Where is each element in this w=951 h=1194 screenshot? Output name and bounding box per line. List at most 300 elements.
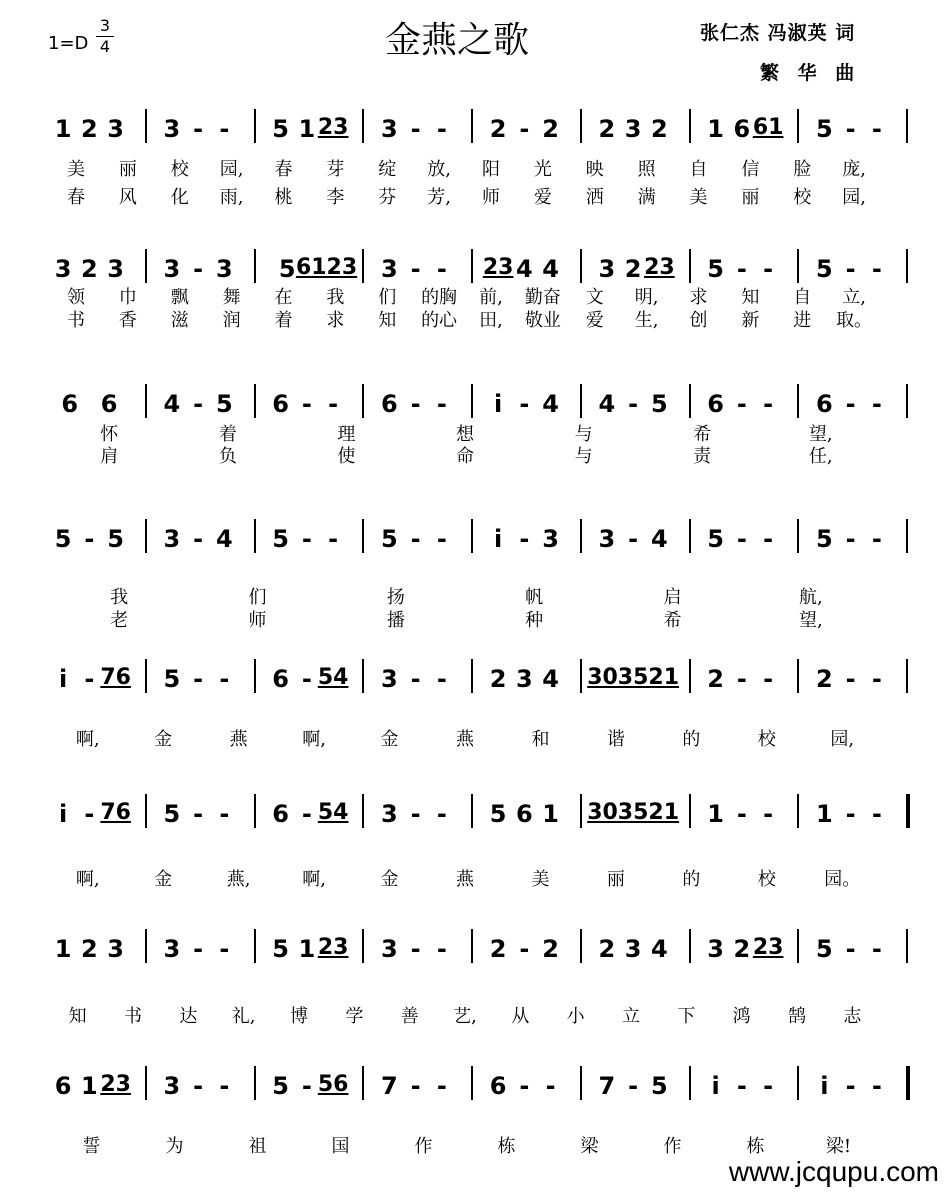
watermark: www.jcqupu.com bbox=[728, 1156, 939, 1187]
lyric-word: 燕, bbox=[226, 869, 251, 890]
note: - bbox=[219, 115, 230, 143]
slurs bbox=[0, 645, 951, 715]
note: 1 bbox=[54, 935, 72, 963]
lyric-word: 望, bbox=[798, 610, 823, 631]
note: i bbox=[59, 800, 68, 828]
lyric-word: 前, bbox=[479, 287, 503, 308]
lyric-word: 书 bbox=[124, 1006, 142, 1027]
note: - bbox=[763, 525, 774, 553]
lyric-word: 取。 bbox=[836, 310, 873, 331]
note: 5 bbox=[489, 800, 507, 828]
note: 5 bbox=[707, 525, 724, 553]
lyric-word: 达 bbox=[179, 1006, 198, 1027]
lyric-word: 绽 bbox=[378, 159, 397, 180]
note: 1 bbox=[81, 1072, 98, 1100]
lyric-word: 丽 bbox=[741, 187, 760, 208]
lyrics-line bbox=[0, 1132, 951, 1158]
note: - bbox=[845, 255, 856, 283]
note: - bbox=[193, 115, 204, 143]
note: - bbox=[763, 1072, 774, 1100]
note: i bbox=[494, 390, 503, 418]
note: - bbox=[410, 390, 421, 418]
note: 3 bbox=[163, 115, 181, 143]
note: 2 bbox=[489, 115, 507, 143]
time-signature bbox=[96, 18, 114, 55]
note: 2 bbox=[624, 255, 642, 283]
lyric-word: 从 bbox=[511, 1006, 530, 1027]
note: 6 bbox=[733, 115, 751, 143]
lyric-word: 田, bbox=[479, 310, 503, 331]
note: - bbox=[193, 665, 204, 693]
note: - bbox=[763, 390, 774, 418]
composer: 繁 华 曲 bbox=[760, 62, 861, 84]
note: 1 bbox=[298, 115, 316, 143]
note: 7 bbox=[598, 1072, 616, 1100]
lyric-word: 负 bbox=[218, 446, 237, 467]
note: 2 bbox=[707, 665, 724, 693]
lyric-word: 的 bbox=[682, 869, 701, 890]
lyric-word: 园。 bbox=[824, 869, 861, 890]
note: 5 bbox=[216, 390, 233, 418]
lyric-word: 志 bbox=[843, 1006, 862, 1027]
note: - bbox=[436, 1072, 447, 1100]
note: 6 bbox=[816, 390, 833, 418]
note: - bbox=[845, 115, 856, 143]
note: 3 bbox=[624, 935, 642, 963]
note: i bbox=[711, 1072, 720, 1100]
lyric-word: 啊, bbox=[75, 729, 100, 750]
note: - bbox=[871, 665, 882, 693]
lyrics-line bbox=[0, 183, 951, 209]
note: 1 bbox=[542, 800, 559, 828]
note: - bbox=[736, 525, 747, 553]
note: - bbox=[219, 800, 230, 828]
lyrics-line bbox=[0, 306, 951, 332]
note: - bbox=[545, 1072, 556, 1100]
note: - bbox=[301, 525, 312, 553]
note: - bbox=[871, 255, 882, 283]
note: 4 bbox=[542, 665, 559, 693]
note: 6 bbox=[54, 1072, 72, 1100]
note: 3 bbox=[381, 800, 398, 828]
lyric-word: 知 bbox=[741, 287, 760, 308]
note: 6 bbox=[61, 390, 79, 418]
slurs bbox=[0, 780, 951, 850]
note: - bbox=[763, 665, 774, 693]
lyric-word: 进 bbox=[793, 310, 812, 331]
note: 5 bbox=[107, 525, 124, 553]
note: - bbox=[871, 800, 882, 828]
lyric-word: 着 bbox=[218, 424, 237, 445]
lyric-word: 鸿 bbox=[732, 1006, 751, 1027]
lyric-word: 啊, bbox=[75, 869, 100, 890]
note: - bbox=[436, 255, 447, 283]
note: - bbox=[845, 1072, 856, 1100]
lyric-word: 园, bbox=[830, 729, 855, 750]
note: 3 bbox=[163, 255, 181, 283]
note: 2 bbox=[542, 115, 559, 143]
lyric-word: 爱 bbox=[533, 187, 552, 208]
note: 3 bbox=[624, 115, 642, 143]
lyric-word: 们 bbox=[248, 587, 267, 608]
note: - bbox=[328, 390, 339, 418]
lyric-word: 国 bbox=[331, 1136, 350, 1157]
note: - bbox=[410, 665, 421, 693]
note: 3 bbox=[381, 665, 398, 693]
lyric-word: 学 bbox=[345, 1006, 364, 1027]
key-signature: 1=D bbox=[48, 33, 89, 54]
lyric-word: 美 bbox=[531, 869, 550, 890]
note: - bbox=[628, 525, 639, 553]
lyric-word: 的胸 bbox=[421, 287, 458, 308]
note: - bbox=[871, 1072, 882, 1100]
lyric-word: 舞 bbox=[222, 287, 241, 308]
note: 1 bbox=[816, 800, 833, 828]
lyrics-line bbox=[0, 155, 951, 181]
note: 3 bbox=[381, 935, 398, 963]
note: 2 bbox=[81, 115, 98, 143]
note: - bbox=[410, 935, 421, 963]
note: - bbox=[519, 935, 530, 963]
lyric-word: 鹄 bbox=[788, 1006, 806, 1027]
note: 5 bbox=[816, 935, 833, 963]
note: 6 bbox=[381, 390, 398, 418]
note: 1 bbox=[54, 115, 72, 143]
time-sig-bottom: 4 bbox=[99, 37, 111, 56]
lyric-word: 扬 bbox=[386, 587, 405, 608]
note: 23 bbox=[752, 935, 784, 960]
note: - bbox=[519, 1072, 530, 1100]
note: - bbox=[410, 1072, 421, 1100]
lyric-word: 自 bbox=[689, 159, 708, 180]
lyric-word: 爱 bbox=[585, 310, 604, 331]
note: 4 bbox=[516, 255, 533, 283]
lyric-word: 校 bbox=[793, 187, 812, 208]
note: 3 bbox=[163, 935, 181, 963]
note: 4 bbox=[598, 390, 616, 418]
note: 23 bbox=[100, 1072, 131, 1097]
lyric-word: 飘 bbox=[170, 287, 189, 308]
lyric-word: 金 bbox=[154, 869, 173, 890]
note: - bbox=[219, 665, 230, 693]
note: 1 bbox=[707, 115, 724, 143]
note: i bbox=[59, 665, 68, 693]
slurs bbox=[0, 915, 951, 985]
note: - bbox=[436, 935, 447, 963]
lyric-word: 美 bbox=[689, 187, 708, 208]
note: 23 bbox=[482, 255, 514, 280]
slurs bbox=[0, 505, 951, 575]
note: - bbox=[219, 1072, 230, 1100]
lyric-word: 梁 bbox=[580, 1136, 599, 1157]
note: - bbox=[628, 390, 639, 418]
note: 6 bbox=[272, 800, 289, 828]
lyric-word: 雨, bbox=[219, 187, 244, 208]
lyric-word: 与 bbox=[574, 424, 593, 445]
lyric-word: 巾 bbox=[118, 287, 137, 308]
note: - bbox=[436, 800, 447, 828]
note: - bbox=[301, 1072, 312, 1100]
lyric-word: 化 bbox=[170, 187, 189, 208]
lyric-word: 光 bbox=[533, 159, 552, 180]
lyric-word: 使 bbox=[337, 446, 356, 467]
note: 56 bbox=[317, 1072, 349, 1097]
lyric-word: 金 bbox=[154, 729, 173, 750]
note: 5 bbox=[381, 525, 398, 553]
lyric-word: 春 bbox=[66, 187, 85, 208]
lyric-word: 为 bbox=[165, 1136, 184, 1157]
note: - bbox=[763, 255, 774, 283]
lyric-word: 信 bbox=[741, 159, 760, 180]
lyric-word: 博 bbox=[290, 1006, 308, 1027]
lyric-word: 任, bbox=[808, 446, 833, 467]
note: - bbox=[845, 390, 856, 418]
note: 3 bbox=[163, 1072, 181, 1100]
note: 3 bbox=[542, 525, 559, 553]
note: - bbox=[736, 390, 747, 418]
lyric-word: 种 bbox=[525, 610, 544, 631]
note: 23 bbox=[317, 115, 349, 140]
lyric-word: 祖 bbox=[248, 1136, 267, 1157]
note: - bbox=[519, 115, 530, 143]
note: - bbox=[871, 115, 882, 143]
note: 3 bbox=[107, 115, 124, 143]
note: - bbox=[436, 390, 447, 418]
lyrics-line bbox=[0, 606, 951, 632]
note: 3 bbox=[216, 255, 233, 283]
lyricists: 张仁杰 冯淑英 词 bbox=[700, 22, 856, 44]
note: - bbox=[193, 525, 204, 553]
lyric-word: 脸 bbox=[793, 159, 812, 180]
lyric-word: 老 bbox=[110, 610, 129, 631]
note: - bbox=[84, 665, 95, 693]
lyric-word: 作 bbox=[663, 1136, 682, 1157]
note: 4 bbox=[651, 935, 668, 963]
note: - bbox=[519, 525, 530, 553]
lyric-word: 希 bbox=[663, 610, 682, 631]
lyric-word: 啊, bbox=[302, 869, 326, 890]
lyric-word: 自 bbox=[793, 287, 812, 308]
lyric-word: 作 bbox=[414, 1136, 433, 1157]
note: i bbox=[820, 1072, 829, 1100]
staff-line bbox=[0, 780, 951, 850]
lyric-word: 滋 bbox=[170, 310, 189, 331]
lyric-word: 命 bbox=[456, 446, 474, 467]
note: 5 bbox=[272, 115, 289, 143]
note: 5 bbox=[816, 255, 833, 283]
lyric-word: 责 bbox=[693, 446, 712, 467]
lyric-word: 誓 bbox=[82, 1136, 101, 1157]
lyric-word: 立 bbox=[622, 1006, 640, 1027]
lyric-word: 啊, bbox=[302, 729, 326, 750]
note: - bbox=[193, 390, 204, 418]
lyric-word: 善 bbox=[400, 1006, 419, 1027]
note: 2 bbox=[81, 935, 98, 963]
lyric-word: 春 bbox=[274, 159, 293, 180]
note: 3 bbox=[516, 665, 533, 693]
lyric-word: 燕 bbox=[229, 729, 248, 750]
lyric-word: 立, bbox=[842, 287, 866, 308]
lyric-word: 风 bbox=[118, 187, 137, 208]
note: 54 bbox=[317, 665, 349, 690]
lyric-word: 我 bbox=[110, 587, 129, 608]
note: 5 bbox=[272, 525, 289, 553]
note: - bbox=[763, 800, 774, 828]
note: 5 bbox=[816, 115, 833, 143]
staff-line bbox=[0, 645, 951, 715]
note: - bbox=[328, 525, 339, 553]
lyrics-line bbox=[0, 1002, 951, 1028]
note: 6 bbox=[272, 665, 289, 693]
note: 2 bbox=[816, 665, 833, 693]
lyric-word: 燕 bbox=[456, 729, 474, 750]
note: 23 bbox=[644, 255, 675, 280]
note: - bbox=[193, 935, 204, 963]
note: - bbox=[871, 935, 882, 963]
lyric-word: 栋 bbox=[497, 1136, 516, 1157]
lyric-word: 的 bbox=[682, 729, 701, 750]
note: - bbox=[736, 255, 747, 283]
note: - bbox=[301, 665, 312, 693]
note: 1 bbox=[707, 800, 724, 828]
lyric-word: 燕 bbox=[456, 869, 474, 890]
note: 2 bbox=[733, 935, 751, 963]
note: 2 bbox=[81, 255, 98, 283]
lyric-word: 桃 bbox=[274, 187, 293, 208]
lyric-word: 小 bbox=[566, 1006, 585, 1027]
note: 6 bbox=[707, 390, 724, 418]
note: 6 bbox=[489, 1072, 507, 1100]
lyric-word: 照 bbox=[637, 159, 656, 180]
lyric-word: 希 bbox=[693, 424, 712, 445]
note: 5 bbox=[272, 935, 289, 963]
lyric-word: 师 bbox=[248, 610, 267, 631]
note: 4 bbox=[163, 390, 181, 418]
lyric-word: 文 bbox=[585, 287, 604, 308]
note: 3 bbox=[54, 255, 72, 283]
lyric-word: 下 bbox=[677, 1006, 696, 1027]
lyric-word: 李 bbox=[326, 187, 345, 208]
song-title: 金燕之歌 bbox=[385, 20, 530, 61]
note: 5 bbox=[707, 255, 724, 283]
note: - bbox=[301, 390, 312, 418]
lyric-word: 理 bbox=[337, 424, 356, 445]
note: - bbox=[845, 935, 856, 963]
note: 5 bbox=[163, 800, 181, 828]
note: - bbox=[436, 525, 447, 553]
note: - bbox=[410, 800, 421, 828]
note: 6 bbox=[100, 390, 118, 418]
note: 3 bbox=[598, 525, 616, 553]
lyric-word: 明, bbox=[634, 287, 659, 308]
lyric-word: 美 bbox=[66, 159, 85, 180]
lyric-word: 金 bbox=[380, 869, 399, 890]
note: 2 bbox=[489, 935, 507, 963]
note: - bbox=[410, 525, 421, 553]
note: 5 bbox=[651, 390, 668, 418]
note: 3 bbox=[107, 255, 124, 283]
lyric-word: 求 bbox=[689, 287, 708, 308]
note: 303521 bbox=[587, 800, 680, 825]
lyric-word: 航, bbox=[798, 587, 823, 608]
note: i bbox=[494, 525, 503, 553]
note: 6123 bbox=[295, 255, 358, 280]
lyric-word: 新 bbox=[741, 310, 760, 331]
staff-line bbox=[0, 915, 951, 985]
lyrics-line bbox=[0, 865, 951, 891]
note: 76 bbox=[100, 665, 131, 690]
note: - bbox=[871, 525, 882, 553]
lyric-word: 校 bbox=[757, 869, 776, 890]
note: - bbox=[410, 255, 421, 283]
note: 5 bbox=[163, 665, 181, 693]
lyric-word: 丽 bbox=[606, 869, 625, 890]
lyric-word: 校 bbox=[757, 729, 776, 750]
lyric-word: 肩 bbox=[100, 446, 119, 467]
note: - bbox=[519, 390, 530, 418]
note: 2 bbox=[598, 935, 616, 963]
lyric-word: 帆 bbox=[525, 587, 544, 608]
lyric-word: 放, bbox=[427, 159, 451, 180]
note: 2 bbox=[542, 935, 559, 963]
lyric-word: 启 bbox=[663, 587, 682, 608]
lyric-word: 勤奋 bbox=[524, 287, 561, 308]
lyric-word: 园, bbox=[219, 159, 244, 180]
lyrics-line bbox=[0, 725, 951, 751]
note: 3 bbox=[381, 115, 398, 143]
lyric-word: 满 bbox=[637, 187, 656, 208]
lyric-word: 怀 bbox=[100, 424, 119, 445]
note: - bbox=[845, 525, 856, 553]
note: 5 bbox=[278, 255, 296, 283]
note: 54 bbox=[317, 800, 349, 825]
lyric-word: 想 bbox=[456, 424, 474, 445]
note: 3 bbox=[598, 255, 616, 283]
note: - bbox=[301, 800, 312, 828]
note: 3 bbox=[381, 255, 398, 283]
lyric-word: 生, bbox=[634, 310, 659, 331]
note: 4 bbox=[542, 390, 559, 418]
lyric-word: 艺, bbox=[453, 1006, 477, 1027]
slurs bbox=[0, 1052, 951, 1122]
note: 4 bbox=[542, 255, 559, 283]
note: - bbox=[871, 390, 882, 418]
lyric-word: 我 bbox=[326, 287, 345, 308]
lyric-word: 栋 bbox=[746, 1136, 765, 1157]
lyric-word: 阳 bbox=[481, 159, 500, 180]
note: - bbox=[436, 115, 447, 143]
lyric-word: 润 bbox=[222, 310, 241, 331]
lyric-word: 园, bbox=[842, 187, 866, 208]
lyric-word: 领 bbox=[66, 287, 85, 308]
lyric-word: 金 bbox=[380, 729, 399, 750]
note: 5 bbox=[272, 1072, 289, 1100]
lyric-word: 知 bbox=[378, 310, 397, 331]
note: - bbox=[736, 665, 747, 693]
note: - bbox=[845, 665, 856, 693]
note: 61 bbox=[752, 115, 784, 140]
note: - bbox=[436, 665, 447, 693]
lyric-word: 敬业 bbox=[524, 310, 561, 331]
note: - bbox=[410, 115, 421, 143]
note: 3 bbox=[163, 525, 181, 553]
note: 6 bbox=[272, 390, 289, 418]
note: 3 bbox=[107, 935, 124, 963]
lyric-word: 播 bbox=[386, 610, 405, 631]
lyric-word: 师 bbox=[481, 187, 500, 208]
lyric-word: 创 bbox=[689, 310, 708, 331]
note: - bbox=[736, 1072, 747, 1100]
